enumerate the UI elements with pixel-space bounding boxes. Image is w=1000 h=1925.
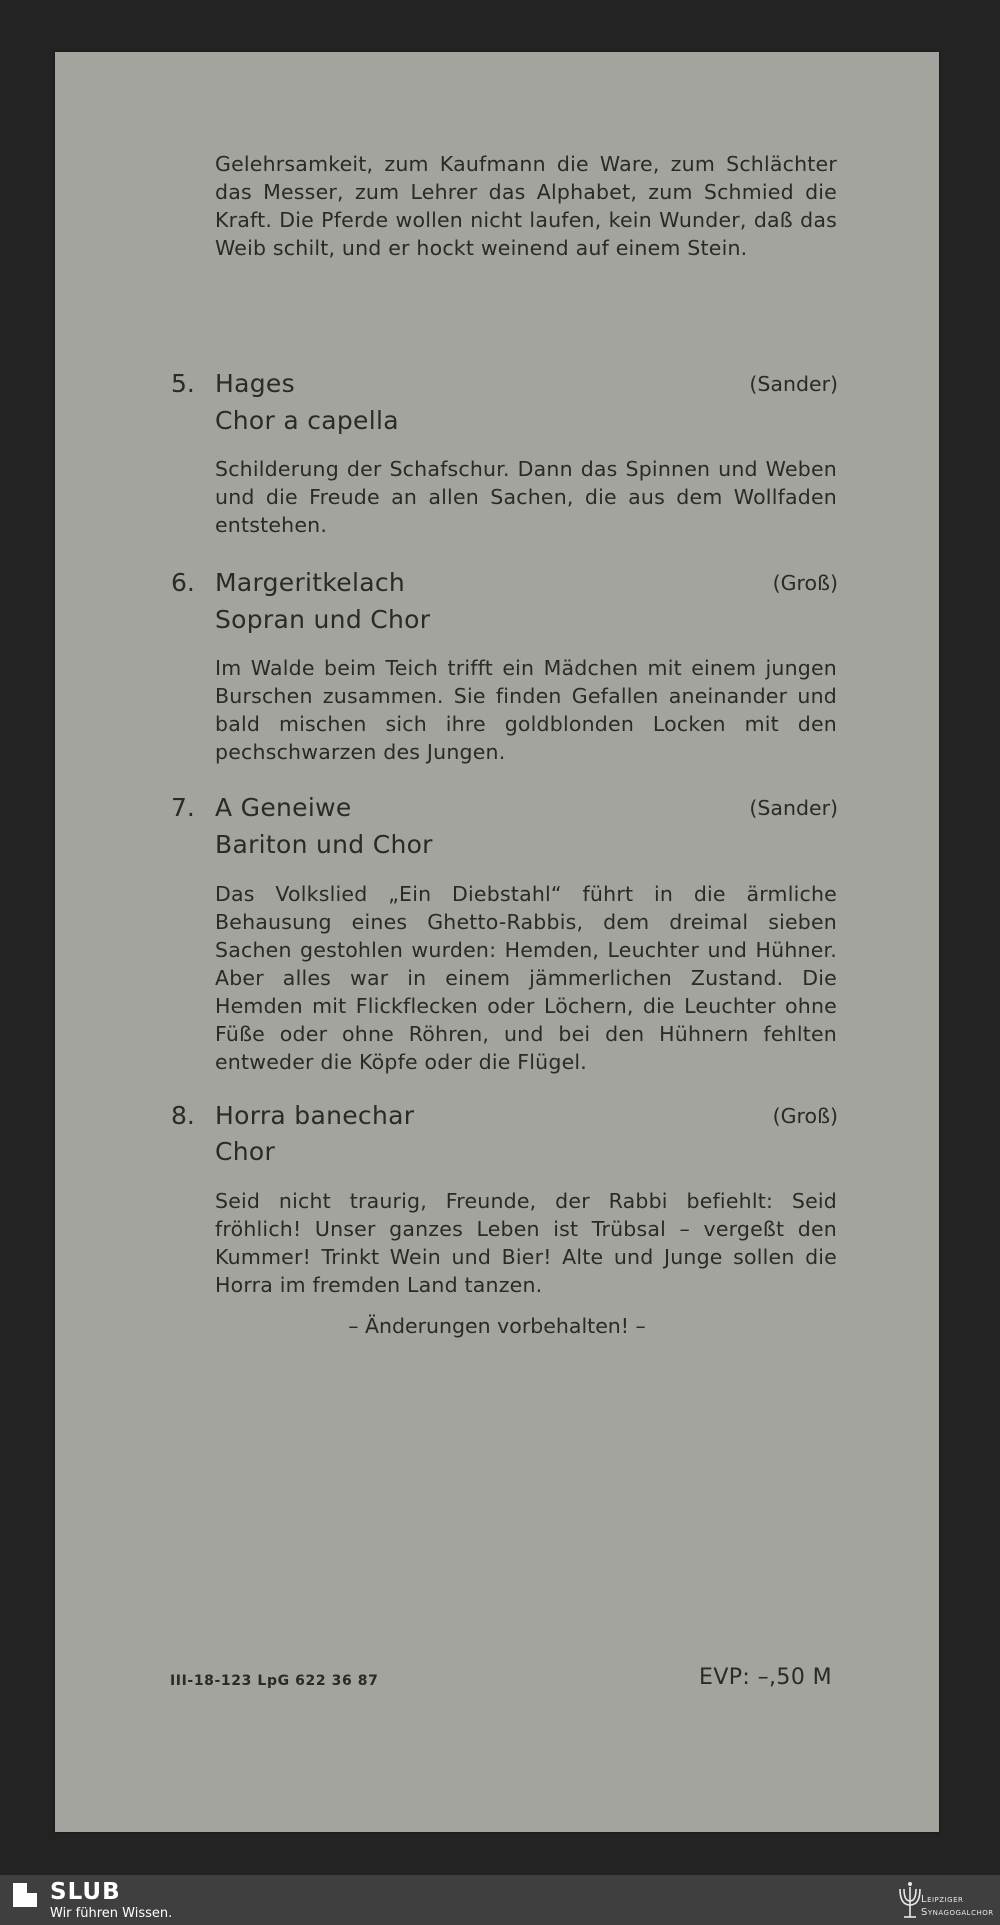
- item-7-description: Das Volkslied „Ein Diebstahl“ führt in die ärmliche Behausung eines Ghetto-Rabbis, dem dreimal sieben Sachen gestohlen wurden: Hemden, Leuchter und Hühner. Aber alles war in einem jämmerlichen Zustand. Die Hemden mit Flickflecken oder Löchern, die Leuchter ohne Füße oder ohne Röhren, und bei den Hühnern fehlten entweder die Köpfe oder die Flügel.: [215, 882, 837, 1074]
- slub-brand: SLUB: [50, 1879, 121, 1905]
- item-8-composer: (Groß): [772, 1104, 838, 1128]
- slub-tagline: Wir führen Wissen.: [50, 1906, 173, 1921]
- item-8-title: Horra banechar: [215, 1101, 415, 1130]
- item-6-description: Im Walde beim Teich trifft ein Mädchen mit einem jungen Burschen zusammen. Sie finden Gefallen aneinander und bald mischen sich ihre goldblonden Locken mit den pechschwarzen des Jungen.: [215, 656, 837, 764]
- intro-paragraph: Gelehrsamkeit, zum Kaufmann die Ware, zum Schlächter das Messer, zum Lehrer das Alphabet, zum Schmied die Kraft. Die Pferde wollen nicht laufen, kein Wunder, daß das Weib schilt, und er hockt weinend auf einem Stein.: [215, 152, 837, 260]
- slub-logo-icon: [13, 1883, 37, 1907]
- item-6-number: 6.: [171, 568, 195, 597]
- item-7-composer: (Sander): [749, 796, 838, 820]
- item-6-composer: (Groß): [772, 571, 838, 595]
- item-8-number: 8.: [171, 1101, 195, 1130]
- viewer-footer: [0, 1875, 1000, 1925]
- price: EVP: –,50 M: [699, 1665, 832, 1690]
- item-6-performers: Sopran und Chor: [215, 605, 431, 634]
- item-8-description: Seid nicht traurig, Freunde, der Rabbi befiehlt: Seid fröhlich! Unser ganzes Leben ist Trübsal – vergeßt den Kummer! Trinkt Wein und Bier! Alte und Junge sollen die Horra im fremden Land tanzen.: [215, 1189, 837, 1297]
- item-5-description: Schilderung der Schafschur. Dann das Spinnen und Weben und die Freude an allen Sachen, die aus dem Wollfaden entstehen.: [215, 457, 837, 537]
- changes-notice: – Änderungen vorbehalten! –: [348, 1314, 646, 1338]
- item-7-number: 7.: [171, 793, 195, 822]
- item-5-title: Hages: [215, 369, 295, 398]
- item-7-performers: Bariton und Chor: [215, 830, 433, 859]
- menorah-icon: [896, 1879, 924, 1921]
- item-5-number: 5.: [171, 369, 195, 398]
- item-8-performers: Chor: [215, 1137, 276, 1166]
- item-5-composer: (Sander): [749, 372, 838, 396]
- partner-logo-text: [921, 1893, 994, 1919]
- print-code: III-18-123 LpG 622 36 87: [170, 1673, 379, 1689]
- partner-line-1: Leipziger: [921, 1894, 964, 1905]
- item-7-title: A Geneiwe: [215, 793, 352, 822]
- item-5-performers: Chor a capella: [215, 406, 399, 435]
- partner-line-2: Synagogalchor: [921, 1907, 994, 1918]
- program-page: [55, 52, 939, 1832]
- item-6-title: Margeritkelach: [215, 568, 406, 597]
